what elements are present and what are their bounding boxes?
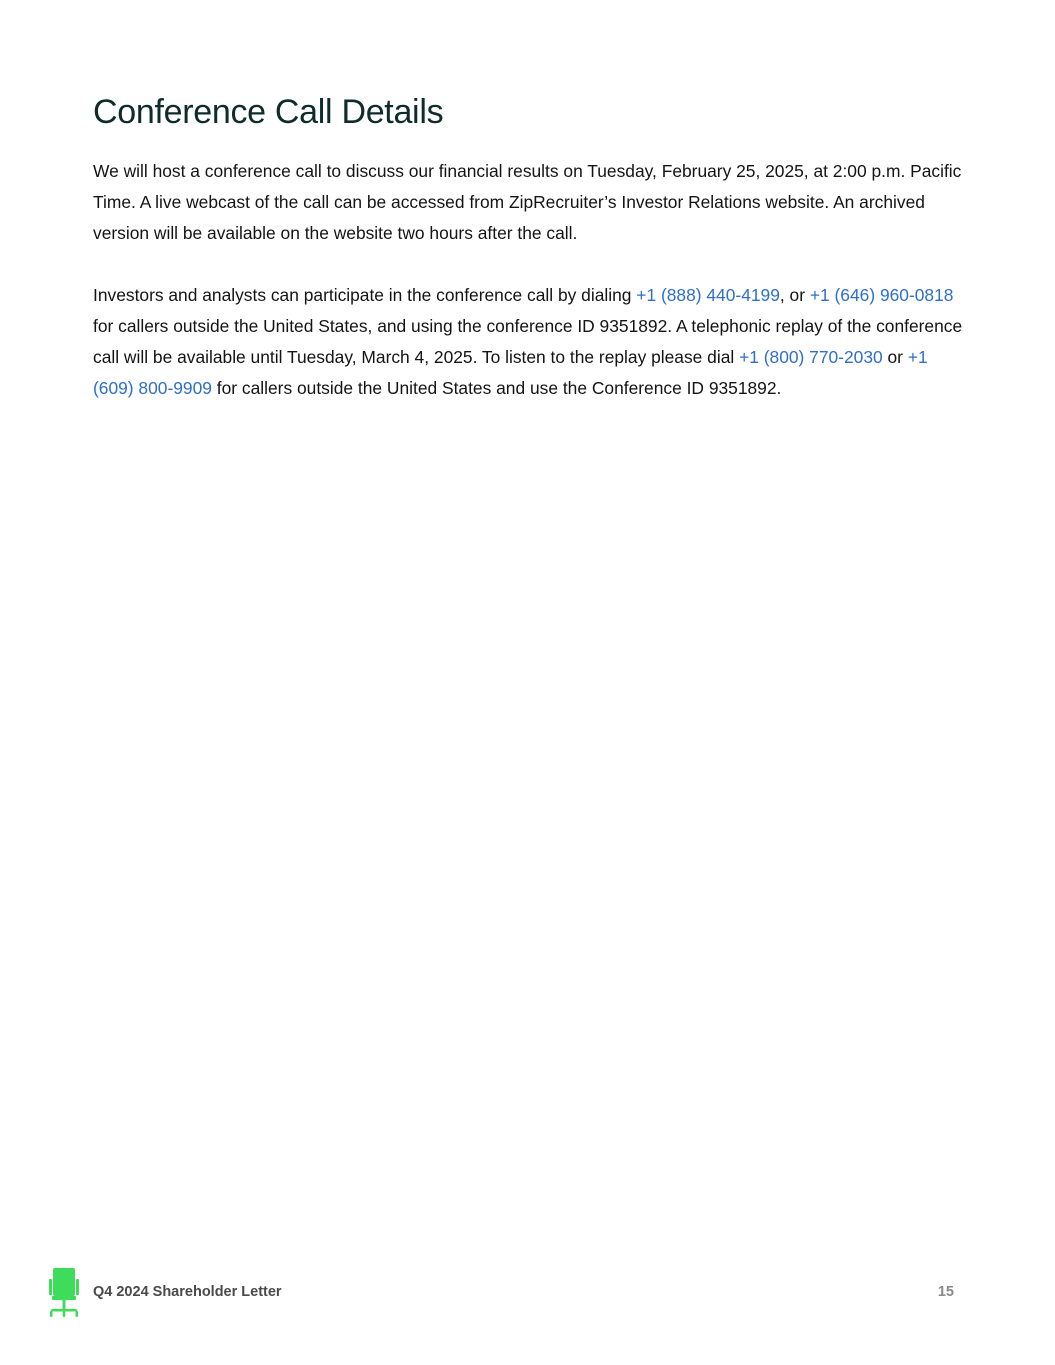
phone-link-replay-international[interactable]: +1 (609) 800-9909: [93, 347, 928, 398]
office-chair-icon: [47, 1267, 81, 1324]
page-number: 15: [937, 1284, 954, 1300]
paragraph-webcast: We will host a conference call to discuss our financial results on Tuesday, February 25, 2025, at 2:00 p.m. Pacific Time. A live webcast of the call can be accessed from ZipRecruiter’s Investor Relations website. An archived version will be available on the website two hours after the call.: [93, 161, 962, 243]
paragraph-text: or: [882, 347, 908, 367]
page-title: Conference Call Details: [93, 93, 444, 131]
paragraph-text: for callers outside the United States, and using the conference ID 9351892. A telephonic replay of the conference call will be available until Tuesday, March 4, 2025. To listen to the replay please dial: [93, 316, 963, 367]
phone-link-replay-us[interactable]: +1 (800) 770-2030: [739, 347, 883, 367]
phone-link-us[interactable]: +1 (888) 440-4199: [636, 285, 780, 305]
paragraph-text: for callers outside the United States and use the Conference ID 9351892.: [211, 378, 782, 398]
content-body: [93, 156, 963, 435]
paragraph-text: , or: [779, 285, 810, 305]
paragraph-dial-in: [93, 280, 963, 404]
page-footer: [0, 1262, 1055, 1322]
footer-document-title: Q4 2024 Shareholder Letter: [93, 1284, 282, 1300]
phone-link-international[interactable]: +1 (646) 960-0818: [809, 285, 954, 305]
paragraph-text: Investors and analysts can participate in the conference call by dialing: [93, 285, 637, 305]
